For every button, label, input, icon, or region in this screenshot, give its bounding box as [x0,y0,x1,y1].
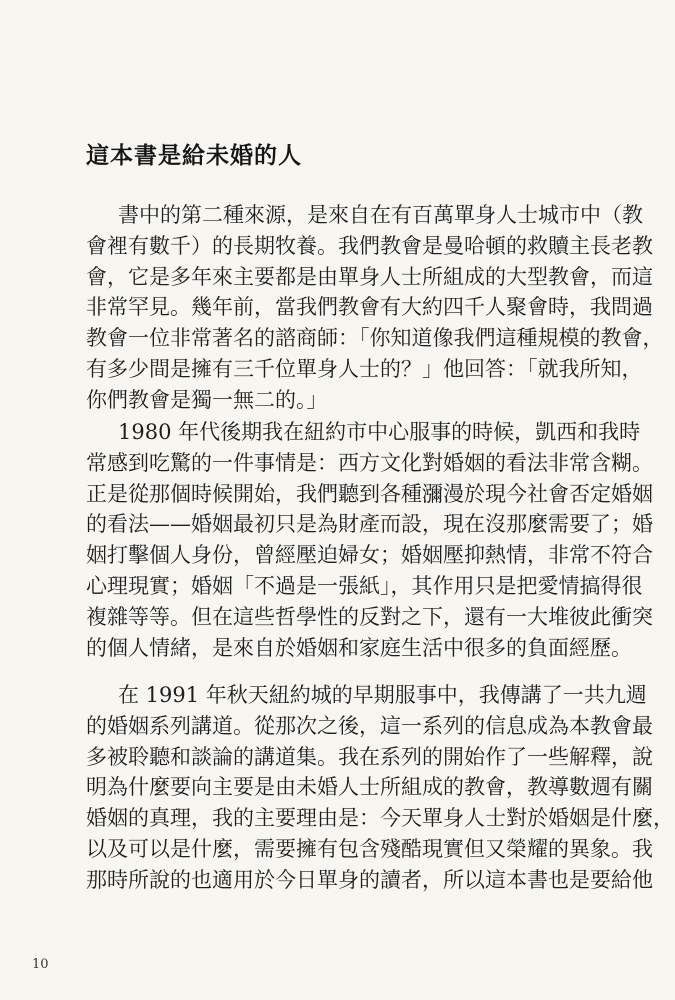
text-line: 在 1991 年秋天紐約城的早期服事中，我傳講了一共九週 [118,683,647,707]
paragraph-3 [86,680,674,896]
text-line: 會，它是多年來主要都是由單身人士所組成的大型教會，而這 [86,264,653,289]
paragraph-1 [86,200,664,416]
text-line: 的婚姻系列講道。從那次之後，這一系列的信息成為本教會最 [86,713,653,738]
text-line: 常感到吃驚的一件事情是：西方文化對婚姻的看法非常含糊。 [86,450,653,475]
text-line: 正是從那個時候開始，我們聽到各種瀰漫於現今社會否定婚姻 [86,481,653,506]
text-line: 複雜等等。但在這些哲學性的反對之下，還有一大堆彼此衝突 [86,604,653,629]
page-number: 10 [32,957,49,972]
text-line: 心理現實；婚姻「不過是一張紙」，其作用只是把愛情搞得很 [86,573,643,598]
text-line: 書中的第二種來源，是來自在有百萬單身人士城市中（教 [118,203,643,227]
text-line: 你們教會是獨一無二的。」 [86,387,328,412]
text-line: 1980 年代後期我在紐約市中心服事的時候，凱西和我時 [118,420,641,444]
text-line: 姻打擊個人身份，曾經壓迫婦女；婚姻壓抑熱情，非常不符合 [86,543,653,568]
text-line: 的看法——婚姻最初只是為財產而設，現在沒那麼需要了；婚 [86,512,653,537]
text-line: 有多少間是擁有三千位單身人士的？」他回答：「就我所知， [86,356,643,381]
section-heading: 這本書是給未婚的人 [86,143,302,169]
text-line: 婚姻的真理，我的主要理由是：今天單身人士對於婚姻是什麼， [86,806,674,831]
paragraph-2 [86,417,653,663]
text-line: 非常罕見。幾年前，當我們教會有大約四千人聚會時，我問過 [86,295,653,320]
text-line: 以及可以是什麼，需要擁有包含殘酷現實但又榮耀的異象。我 [86,836,653,861]
text-line: 那時所說的也適用於今日單身的讀者，所以這本書也是要給他 [86,867,653,892]
text-line: 明為什麼要向主要是由未婚人士所組成的教會，教導數週有關 [86,775,653,800]
text-line: 會裡有數千）的長期牧養。我們教會是曼哈頓的救贖主長老教 [86,233,653,258]
text-line: 教會一位非常著名的諮商師：「你知道像我們這種規模的教會， [86,326,664,351]
text-line: 多被聆聽和談論的講道集。我在系列的開始作了一些解釋，說 [86,744,653,769]
text-line: 的個人情緒，是來自於婚姻和家庭生活中很多的負面經歷。 [86,635,632,660]
